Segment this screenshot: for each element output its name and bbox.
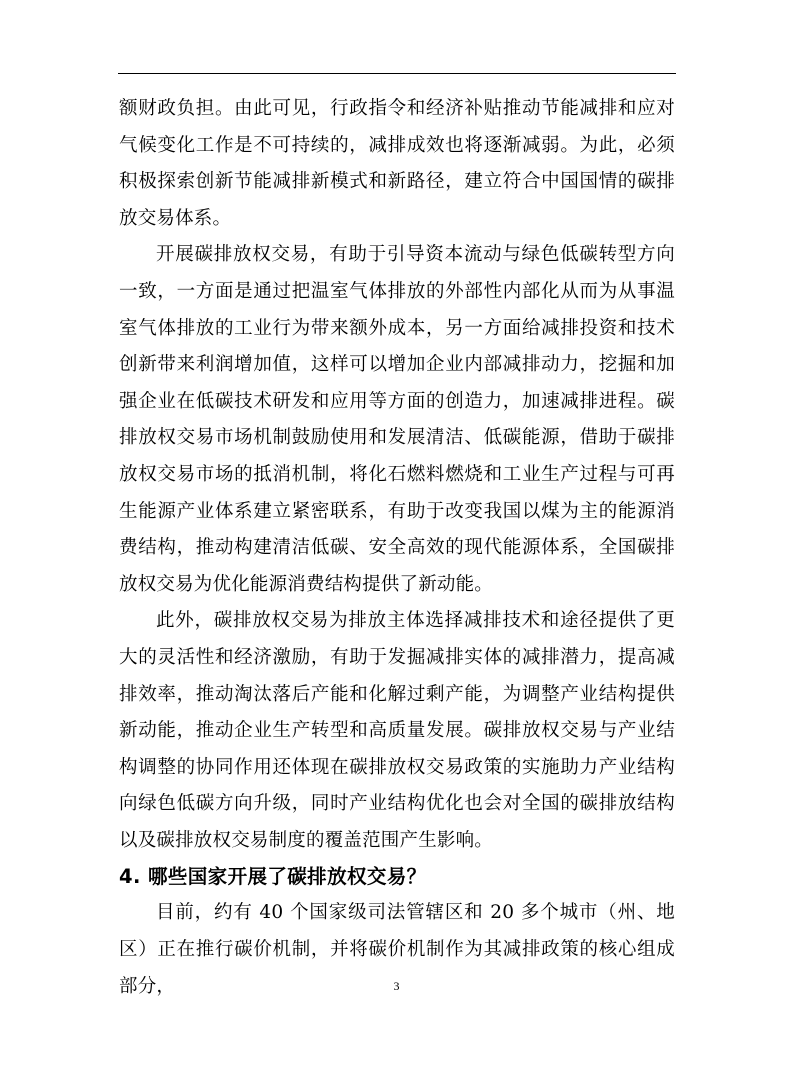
header-rule <box>118 73 676 74</box>
section-heading: 4. 哪些国家开展了碳排放权交易？ <box>119 865 427 889</box>
body-paragraph-3: 此外，碳排放权交易为排放主体选择减排技术和途径提供了更大的灵活性和经济激励，有助于发掘减排实体的减排潜力，提高减排效率，推动淘汰落后产能和化解过剩产能，为调整产业结构提供新动能，推动企业生产转型和高质量发展。碳排放权交易与产业结构调整的协同作用还体现在碳排放权交易政策的实施助力产业结构向绿色低碳方向升级，同时产业结构优化也会对全国的碳排放结构以及碳排放权交易制度的覆盖范围产生影响。 <box>119 610 675 851</box>
page-number: 3 <box>393 979 400 993</box>
body-paragraph-4: 目前，约有 40 个国家级司法管辖区和 20 多个城市（州、地区）正在推行碳价机制，并将碳价机制作为其减排政策的核心组成部分， <box>119 902 675 997</box>
document-body <box>119 91 675 1005</box>
body-paragraph-2: 开展碳排放权交易，有助于引导资本流动与绿色低碳转型方向一致，一方面是通过把温室气体排放的外部性内部化从而为从事温室气体排放的工业行为带来额外成本，另一方面给减排投资和技术创新带来利润增加值，这样可以增加企业内部减排动力，挖掘和加强企业在低碳技术研发和应用等方面的创造力，加速减排进程。碳排放权交易市场机制鼓励使用和发展清洁、低碳能源，借助于碳排放权交易市场的抵消机制，将化石燃料燃烧和工业生产过程与可再生能源产业体系建立紧密联系，有助于改变我国以煤为主的能源消费结构，推动构建清洁低碳、安全高效的现代能源体系，全国碳排放权交易为优化能源消费结构提供了新动能。 <box>119 244 675 595</box>
body-paragraph-1: 额财政负担。由此可见，行政指令和经济补贴推动节能减排和应对气候变化工作是不可持续的，减排成效也将逐渐减弱。为此，必须积极探索创新节能减排新模式和新路径，建立符合中国国情的碳排放交易体系。 <box>119 98 675 229</box>
